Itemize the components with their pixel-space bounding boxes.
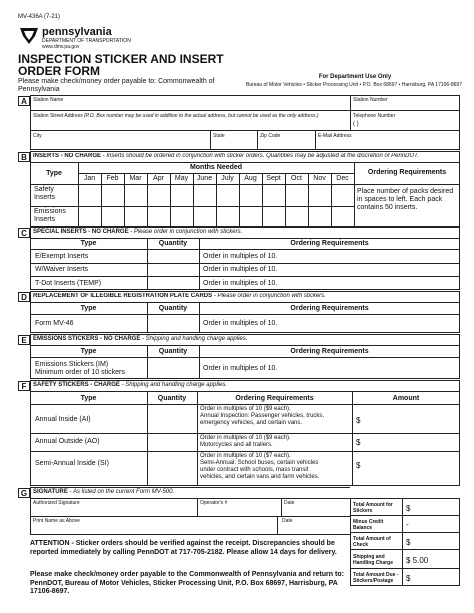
logo-state: pennsylvania [42, 26, 112, 38]
section-b-type-header: Type [46, 170, 62, 177]
section-f-note: - Shipping and handling charge applies. [119, 382, 227, 388]
month-header: Apr [153, 175, 164, 182]
emissions-inserts-oct-input[interactable] [286, 207, 307, 226]
safety-inserts-aug-input[interactable] [240, 185, 261, 205]
date-input[interactable] [284, 506, 348, 515]
section-b-note: - Inserts should be ordered in conjunction with sticker orders. Quantities may be adjusted at the discretion of PennDOT. [101, 153, 419, 159]
month-header: Aug [244, 175, 257, 182]
e-exempt-inserts-label: E/Exempt Inserts [35, 253, 89, 260]
month-header: June [196, 175, 213, 182]
annual-outside-req-line: Order in multiples of 10 ($9 each). [200, 435, 291, 441]
zip-input[interactable] [260, 139, 313, 148]
safety-inserts-sept-input[interactable] [263, 185, 284, 205]
months-needed-header: Months Needed [189, 164, 243, 171]
t-dot-inserts-label: T-Dot Inserts (TEMP) [35, 280, 102, 287]
form-title-line1: INSPECTION STICKER AND INSERT [18, 52, 224, 66]
month-header: Nov [313, 175, 326, 182]
semi-annual-amount[interactable]: $ [356, 461, 361, 470]
t-dot-req: Order in multiples of 10. [203, 280, 278, 287]
auth-signature-label: Authorized Signature [33, 500, 80, 506]
section-c-title: SPECIAL INSERTS - NO CHARGE [33, 229, 129, 235]
section-c-qty-header: Quantity [158, 240, 188, 247]
emissions-inserts-apr-input[interactable] [148, 207, 169, 226]
station-number-label: Station Number [353, 97, 388, 103]
w-waiver-quantity-input[interactable] [149, 265, 197, 275]
safety-inserts-mar-input[interactable] [125, 185, 146, 205]
minus-credit-label: Minus Credit Balance [353, 519, 384, 531]
section-e-qty-header: Quantity [158, 348, 188, 355]
annual-inside-req-line: Annual Inspection: Passenger vehicles, trucks, [200, 413, 325, 419]
section-e-req-header: Ordering Requirements [290, 348, 369, 355]
shipping-label: Shipping and Handling Charge [353, 554, 394, 566]
shipping-value: $ 5.00 [406, 556, 429, 565]
station-name-label: Station Name [33, 97, 64, 103]
w-waiver-req: Order in multiples of 10. [203, 266, 278, 273]
emissions-inserts-june-input[interactable] [194, 207, 215, 226]
auth-signature-input[interactable] [33, 506, 195, 515]
form-mv46-req: Order in multiples of 10. [203, 320, 278, 327]
section-d-qty-header: Quantity [158, 305, 188, 312]
street-address-note: (P.O. Box number may be used in addition to the actual address, but cannot be used as the only address.) [84, 113, 319, 119]
form-mv46-quantity-input[interactable] [149, 316, 197, 331]
emissions-inserts-feb-input[interactable] [102, 207, 123, 226]
semi-annual-inside-label: Semi-Annual Inside (SI) [35, 460, 109, 467]
e-exempt-quantity-input[interactable] [149, 251, 197, 262]
annual-inside-quantity-input[interactable] [149, 406, 195, 432]
emissions-stickers-label: Emissions Stickers (IM) [35, 361, 109, 368]
state-input[interactable] [213, 139, 255, 148]
date2-input[interactable] [282, 524, 348, 533]
section-f-type-header: Type [80, 395, 97, 402]
month-header: July [221, 175, 234, 182]
annual-inside-label: Annual Inside (AI) [35, 416, 91, 423]
date-label: Date [284, 500, 295, 506]
t-dot-quantity-input[interactable] [149, 278, 197, 289]
safety-inserts-apr-input[interactable] [148, 185, 169, 205]
section-f-qty-header: Quantity [157, 395, 187, 402]
telephone-input[interactable]: ( ) [353, 121, 359, 127]
annual-outside-amount[interactable]: $ [356, 438, 361, 447]
emissions-inserts-sept-input[interactable] [263, 207, 284, 226]
safety-inserts-jan-input[interactable] [79, 185, 100, 205]
e-exempt-req: Order in multiples of 10. [203, 253, 278, 260]
emissions-inserts-dec-input[interactable] [332, 207, 353, 226]
station-number-input[interactable] [353, 103, 457, 109]
month-header: Mar [129, 175, 142, 182]
dept-use-address: Bureau of Motor Vehicles • Sticker Processing Unit • P.O. Box 68697 • Harrisburg, PA 17106-8697 [245, 82, 462, 88]
month-header: Dec [336, 175, 349, 182]
station-name-input[interactable] [33, 103, 347, 109]
emissions-min-order-label: Minimum order of 10 stickers [35, 369, 125, 376]
semi-annual-req-line: Semi-Annual: School buses, certain vehicles [200, 460, 319, 466]
section-c-req-header: Ordering Requirements [290, 240, 369, 247]
section-f-req-header: Ordering Requirements [235, 395, 314, 402]
section-f-amount-header: Amount [392, 395, 420, 402]
section-c-label: C [18, 228, 30, 238]
section-g-label: G [18, 488, 30, 498]
annual-outside-req [200, 435, 352, 449]
total-due-value[interactable]: $ [406, 574, 411, 583]
semi-annual-req-line: vehicles, and certain vans and farm vehicles. [200, 474, 320, 480]
dept-use-title: For Department Use Only [318, 74, 392, 80]
annual-outside-quantity-input[interactable] [149, 435, 195, 450]
total-stickers-label: Total Amount for Stickers [353, 502, 393, 514]
emissions-inserts-mar-input[interactable] [125, 207, 146, 226]
safety-inserts-june-input[interactable] [194, 185, 215, 205]
emissions-inserts-july-input[interactable] [217, 207, 238, 226]
section-g-note: - As listed on the current Form MV-500. [67, 489, 175, 495]
city-input[interactable] [33, 139, 207, 148]
keystone-logo-icon [18, 27, 40, 45]
minus-credit-value[interactable]: - [406, 520, 409, 529]
safety-inserts-may-input[interactable] [171, 185, 192, 205]
mail-note: Please make check/money order payable to the Commonwealth of Pennsylvania and return to: PennDOT, Bureau of Motor Vehicles, Sticker Processing Unit, P.O. Box 68697, Harrisburg, PA 17106-8697. [30, 571, 344, 595]
payable-note: Please make check/money order payable to: Commonwealth of Pennsylvania [18, 78, 215, 93]
print-name-input[interactable] [33, 524, 275, 533]
logo-dept: DEPARTMENT OF TRANSPORTATION [42, 38, 131, 44]
section-g-title: SIGNATURE [33, 489, 68, 495]
section-c-type-header: Type [80, 240, 97, 247]
section-c-note: - Please order in conjunction with stickers. [128, 229, 243, 235]
section-d-note: - Please order in conjunction with stickers. [212, 293, 326, 299]
annual-inside-req-line: emergency vehicles, and certain vans. [200, 420, 303, 426]
state-label: State [213, 133, 225, 139]
annual-outside-req-line: Motorcycles and all trailers. [200, 442, 273, 448]
form-title-line2: ORDER FORM [18, 64, 100, 78]
section-b-title: INSERTS - NO CHARGE [33, 153, 102, 159]
annual-inside-req [200, 406, 352, 427]
safety-inserts-oct-input[interactable] [286, 185, 307, 205]
email-label: E-Mail Address [318, 133, 352, 139]
total-check-value[interactable]: $ [406, 538, 411, 547]
zip-label: Zip Code [260, 133, 281, 139]
telephone-label: Telephone Number [353, 113, 396, 119]
safety-inserts-nov-input[interactable] [309, 185, 330, 205]
operator-label: Operator's # [200, 500, 228, 506]
emissions-inserts-label: Emissions Inserts [34, 208, 66, 223]
total-check-label: Total Amount of Check [353, 536, 391, 548]
section-d-req-header: Ordering Requirements [290, 305, 369, 312]
semi-annual-req-line: under contract with schools, mass transit [200, 467, 309, 473]
section-a-label: A [18, 96, 30, 106]
emissions-inserts-nov-input[interactable] [309, 207, 330, 226]
safety-inserts-july-input[interactable] [217, 185, 238, 205]
section-f-title: SAFETY STICKERS - CHARGE [33, 382, 120, 388]
operator-input[interactable] [200, 506, 278, 515]
semi-annual-req [200, 453, 352, 481]
total-stickers-value[interactable]: $ [406, 504, 411, 513]
section-b-label: B [18, 152, 30, 162]
section-b-req-header: Ordering Requirements [367, 169, 447, 176]
emissions-inserts-aug-input[interactable] [240, 207, 261, 226]
annual-outside-label: Annual Outside (AO) [35, 438, 100, 445]
safety-inserts-feb-input[interactable] [102, 185, 123, 205]
section-d-title: REPLACEMENT OF ILLEGIBLE REGISTRATION PLATE CARDS [33, 293, 213, 299]
city-label: City [33, 133, 42, 139]
month-header: Sept [266, 175, 281, 182]
emissions-inserts-jan-input[interactable] [79, 207, 100, 226]
emissions-inserts-may-input[interactable] [171, 207, 192, 226]
email-input[interactable] [318, 139, 457, 148]
semi-annual-quantity-input[interactable] [149, 453, 195, 484]
section-e-title: EMISSIONS STICKERS - NO CHARGE [33, 336, 141, 342]
month-header: May [174, 175, 189, 182]
semi-annual-req-line: Order in multiples of 10 ($7 each). [200, 453, 291, 459]
date2-label: Date [282, 518, 293, 524]
section-d-type-header: Type [80, 305, 97, 312]
form-mv46-label: Form MV-46 [35, 320, 74, 327]
form-id: MV-436A (7-21) [18, 14, 61, 20]
section-e-type-header: Type [80, 348, 97, 355]
safety-inserts-dec-input[interactable] [332, 185, 353, 205]
emissions-quantity-input[interactable] [149, 359, 197, 377]
section-d-label: D [18, 292, 30, 302]
section-b-req-text: Place number of packs desired in spaces to left. Each pack contains 50 inserts. [357, 188, 454, 211]
annual-inside-req-line: Order in multiples of 10 ($9 each). [200, 406, 291, 412]
logo-url: www.dmv.pa.gov [42, 44, 80, 50]
safety-inserts-label: Safety Inserts [34, 186, 56, 201]
total-due-label: Total Amount Due - Stickers/Postage [353, 572, 399, 584]
month-header: Feb [106, 175, 119, 182]
section-e-note: - Shipping and handling charge applies. [140, 336, 248, 342]
section-f-label: F [18, 381, 30, 391]
month-header: Oct [291, 175, 302, 182]
annual-inside-amount[interactable]: $ [356, 416, 361, 425]
street-address-input[interactable] [33, 120, 347, 129]
month-header: Jan [83, 175, 96, 182]
emissions-req: Order in multiples of 10. [203, 365, 278, 372]
section-g-header [33, 489, 353, 496]
print-name-label: Print Name as Above [33, 518, 80, 524]
street-address-label: Station Street Address [33, 113, 83, 119]
attention-note: ATTENTION - Sticker orders should be verified against the receipt. Discrepancies should be reported immediately by calling PennDOT at 717-705-2182. Please allow 14 days for delivery. [30, 540, 337, 556]
section-e-label: E [18, 335, 30, 345]
w-waiver-inserts-label: W/Waiver Inserts [35, 266, 89, 273]
